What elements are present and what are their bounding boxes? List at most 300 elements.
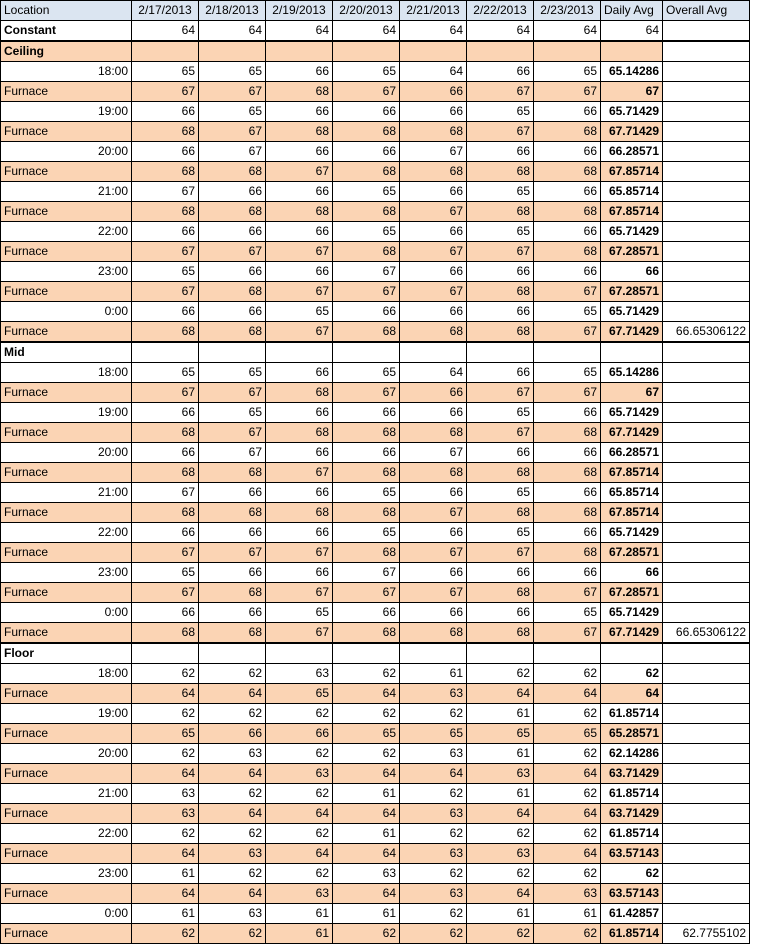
cell[interactable]: 64 (534, 684, 601, 704)
cell[interactable]: 62 (132, 824, 199, 844)
cell[interactable]: 66 (534, 483, 601, 503)
row-label[interactable]: 23:00 (1, 262, 132, 282)
cell[interactable]: 68 (467, 503, 534, 523)
cell[interactable]: 66 (266, 483, 333, 503)
daily-avg-cell[interactable]: 66.28571 (601, 142, 663, 162)
cell[interactable]: 66 (400, 102, 467, 122)
row-label[interactable]: Furnace (1, 463, 132, 483)
column-header[interactable]: 2/19/2013 (266, 1, 333, 21)
cell[interactable]: 66 (266, 62, 333, 82)
cell[interactable] (266, 643, 333, 664)
cell[interactable] (467, 643, 534, 664)
cell[interactable] (333, 342, 400, 363)
cell[interactable]: 67 (132, 583, 199, 603)
cell[interactable]: 66 (467, 443, 534, 463)
cell[interactable]: 65 (333, 182, 400, 202)
cell[interactable]: 64 (467, 21, 534, 42)
overall-avg-cell[interactable] (663, 664, 750, 684)
cell[interactable]: 63 (400, 844, 467, 864)
cell[interactable]: 67 (467, 543, 534, 563)
overall-avg-cell[interactable] (663, 503, 750, 523)
cell[interactable]: 62 (534, 704, 601, 724)
cell[interactable]: 66 (199, 563, 266, 583)
cell[interactable]: 67 (266, 583, 333, 603)
overall-avg-cell[interactable] (663, 363, 750, 383)
cell[interactable]: 63 (467, 844, 534, 864)
cell[interactable]: 68 (333, 423, 400, 443)
row-label[interactable]: 20:00 (1, 443, 132, 463)
cell[interactable]: 64 (333, 884, 400, 904)
cell[interactable]: 64 (400, 363, 467, 383)
cell[interactable]: 66 (400, 182, 467, 202)
cell[interactable]: 66 (266, 724, 333, 744)
daily-avg-cell[interactable]: 67.71429 (601, 322, 663, 343)
cell[interactable]: 67 (534, 383, 601, 403)
cell[interactable]: 66 (199, 523, 266, 543)
overall-avg-cell[interactable] (663, 483, 750, 503)
cell[interactable] (467, 41, 534, 62)
cell[interactable]: 64 (333, 804, 400, 824)
cell[interactable]: 68 (333, 122, 400, 142)
cell[interactable]: 68 (534, 162, 601, 182)
cell[interactable]: 64 (333, 844, 400, 864)
overall-avg-cell[interactable] (663, 704, 750, 724)
cell[interactable]: 67 (333, 262, 400, 282)
cell[interactable]: 68 (534, 122, 601, 142)
cell[interactable]: 61 (132, 904, 199, 924)
cell[interactable]: 66 (400, 262, 467, 282)
cell[interactable]: 62 (266, 824, 333, 844)
cell[interactable]: 65 (467, 222, 534, 242)
cell[interactable] (663, 41, 750, 62)
cell[interactable]: 64 (266, 21, 333, 42)
cell[interactable]: 65 (534, 603, 601, 623)
cell[interactable]: 66 (534, 443, 601, 463)
cell[interactable]: 61 (467, 704, 534, 724)
cell[interactable]: 68 (400, 423, 467, 443)
cell[interactable]: 67 (199, 82, 266, 102)
cell[interactable]: 64 (534, 844, 601, 864)
row-label[interactable]: 21:00 (1, 483, 132, 503)
cell[interactable]: 68 (199, 583, 266, 603)
cell[interactable]: 65 (199, 62, 266, 82)
row-label[interactable]: 21:00 (1, 784, 132, 804)
daily-avg-cell[interactable]: 61.42857 (601, 904, 663, 924)
cell[interactable]: 65 (199, 102, 266, 122)
cell[interactable]: 61 (400, 664, 467, 684)
overall-avg-cell[interactable] (663, 182, 750, 202)
cell[interactable]: 64 (132, 21, 199, 42)
cell[interactable]: 68 (333, 503, 400, 523)
overall-avg-cell[interactable] (663, 904, 750, 924)
cell[interactable]: 68 (266, 503, 333, 523)
cell[interactable]: 63 (400, 804, 467, 824)
cell[interactable]: 64 (132, 884, 199, 904)
cell[interactable]: 62 (199, 924, 266, 944)
cell[interactable]: 62 (266, 784, 333, 804)
cell[interactable]: 68 (132, 623, 199, 644)
row-label[interactable]: 23:00 (1, 563, 132, 583)
cell[interactable] (663, 342, 750, 363)
cell[interactable]: 66 (467, 363, 534, 383)
daily-avg-cell[interactable]: 61.85714 (601, 784, 663, 804)
overall-avg-cell[interactable] (663, 744, 750, 764)
cell[interactable]: 62 (333, 744, 400, 764)
cell[interactable]: 67 (266, 463, 333, 483)
cell[interactable]: 63 (266, 764, 333, 784)
cell[interactable]: 62 (400, 924, 467, 944)
cell[interactable]: 62 (467, 864, 534, 884)
daily-avg-cell[interactable]: 67.85714 (601, 503, 663, 523)
cell[interactable]: 63 (266, 664, 333, 684)
cell[interactable]: 64 (199, 804, 266, 824)
cell[interactable]: 66 (534, 182, 601, 202)
cell[interactable]: 64 (266, 804, 333, 824)
cell[interactable]: 62 (534, 864, 601, 884)
row-label[interactable]: 0:00 (1, 603, 132, 623)
cell[interactable]: 66 (132, 403, 199, 423)
cell[interactable]: 65 (467, 102, 534, 122)
cell[interactable]: 66 (400, 403, 467, 423)
cell[interactable]: 66 (534, 403, 601, 423)
daily-avg-cell[interactable]: 67 (601, 383, 663, 403)
cell[interactable]: 68 (534, 463, 601, 483)
cell[interactable]: 62 (132, 744, 199, 764)
cell[interactable]: 64 (400, 764, 467, 784)
section-label[interactable]: Mid (1, 342, 132, 363)
row-label[interactable]: Furnace (1, 503, 132, 523)
cell[interactable]: 62 (333, 704, 400, 724)
cell[interactable]: 62 (199, 704, 266, 724)
cell[interactable]: 64 (132, 844, 199, 864)
row-label[interactable]: Furnace (1, 82, 132, 102)
cell[interactable]: 67 (333, 82, 400, 102)
daily-avg-cell[interactable]: 62 (601, 664, 663, 684)
cell[interactable] (663, 643, 750, 664)
cell[interactable] (534, 41, 601, 62)
row-label[interactable]: Furnace (1, 884, 132, 904)
cell[interactable]: 62 (199, 664, 266, 684)
row-label[interactable]: Furnace (1, 623, 132, 644)
cell[interactable]: 65 (132, 262, 199, 282)
daily-avg-cell[interactable]: 65.28571 (601, 724, 663, 744)
cell[interactable]: 65 (534, 724, 601, 744)
cell[interactable]: 66 (333, 142, 400, 162)
cell[interactable]: 62 (534, 824, 601, 844)
cell[interactable]: 68 (199, 202, 266, 222)
cell[interactable]: 62 (467, 664, 534, 684)
row-label[interactable]: 22:00 (1, 824, 132, 844)
cell[interactable]: 68 (333, 623, 400, 644)
cell[interactable]: 65 (467, 724, 534, 744)
cell[interactable]: 68 (400, 322, 467, 343)
daily-avg-cell[interactable]: 65.71429 (601, 403, 663, 423)
cell[interactable]: 68 (400, 122, 467, 142)
cell[interactable]: 66 (266, 142, 333, 162)
daily-avg-cell[interactable]: 65.14286 (601, 62, 663, 82)
cell[interactable]: 64 (132, 764, 199, 784)
cell[interactable]: 68 (199, 503, 266, 523)
cell[interactable]: 66 (199, 182, 266, 202)
cell[interactable]: 64 (534, 804, 601, 824)
cell[interactable]: 67 (266, 543, 333, 563)
overall-avg-cell[interactable] (663, 102, 750, 122)
cell[interactable]: 66 (266, 363, 333, 383)
cell[interactable]: 66 (199, 222, 266, 242)
row-label[interactable]: 0:00 (1, 904, 132, 924)
daily-avg-cell[interactable]: 66.28571 (601, 443, 663, 463)
cell[interactable]: 66 (132, 142, 199, 162)
overall-avg-cell[interactable] (663, 262, 750, 282)
row-label[interactable]: 22:00 (1, 523, 132, 543)
row-label[interactable]: Furnace (1, 543, 132, 563)
cell[interactable]: 66 (400, 222, 467, 242)
column-header[interactable]: Location (1, 1, 132, 21)
cell[interactable]: 65 (132, 724, 199, 744)
cell[interactable]: 67 (467, 423, 534, 443)
cell[interactable]: 66 (199, 483, 266, 503)
cell[interactable]: 68 (266, 122, 333, 142)
row-label[interactable]: Furnace (1, 924, 132, 944)
cell[interactable]: 63 (199, 844, 266, 864)
cell[interactable]: 67 (534, 322, 601, 343)
cell[interactable]: 64 (400, 21, 467, 42)
cell[interactable]: 66 (199, 302, 266, 322)
cell[interactable]: 62 (534, 784, 601, 804)
daily-avg-cell[interactable]: 62 (601, 864, 663, 884)
cell[interactable] (601, 643, 663, 664)
row-label[interactable]: Furnace (1, 122, 132, 142)
daily-avg-cell[interactable]: 67.85714 (601, 162, 663, 182)
cell[interactable]: 61 (467, 904, 534, 924)
daily-avg-cell[interactable]: 67.28571 (601, 543, 663, 563)
cell[interactable]: 67 (132, 182, 199, 202)
overall-avg-cell[interactable]: 66.65306122 (663, 322, 750, 343)
cell[interactable]: 61 (534, 904, 601, 924)
cell[interactable]: 63 (199, 904, 266, 924)
row-label[interactable]: Furnace (1, 583, 132, 603)
cell[interactable]: 68 (266, 423, 333, 443)
cell[interactable]: 68 (467, 162, 534, 182)
overall-avg-cell[interactable] (663, 162, 750, 182)
cell[interactable]: 67 (199, 383, 266, 403)
cell[interactable]: 68 (400, 162, 467, 182)
cell[interactable]: 67 (266, 282, 333, 302)
cell[interactable]: 64 (601, 21, 663, 42)
cell[interactable]: 67 (266, 623, 333, 644)
cell[interactable]: 68 (534, 543, 601, 563)
overall-avg-cell[interactable] (663, 403, 750, 423)
cell[interactable]: 66 (467, 563, 534, 583)
cell[interactable]: 65 (467, 403, 534, 423)
cell[interactable]: 66 (534, 222, 601, 242)
cell[interactable]: 65 (132, 62, 199, 82)
cell[interactable]: 66 (534, 523, 601, 543)
daily-avg-cell[interactable]: 67.71429 (601, 623, 663, 644)
cell[interactable]: 63 (199, 744, 266, 764)
cell[interactable]: 68 (132, 162, 199, 182)
cell[interactable]: 65 (534, 302, 601, 322)
row-label[interactable]: Furnace (1, 202, 132, 222)
daily-avg-cell[interactable]: 64 (601, 684, 663, 704)
cell[interactable]: 66 (266, 563, 333, 583)
overall-avg-cell[interactable] (663, 62, 750, 82)
cell[interactable]: 61 (467, 784, 534, 804)
cell[interactable]: 65 (333, 724, 400, 744)
cell[interactable]: 67 (333, 383, 400, 403)
cell[interactable]: 66 (400, 523, 467, 543)
cell[interactable] (663, 21, 750, 42)
overall-avg-cell[interactable] (663, 603, 750, 623)
cell[interactable]: 67 (199, 423, 266, 443)
daily-avg-cell[interactable]: 65.71429 (601, 603, 663, 623)
cell[interactable]: 68 (199, 282, 266, 302)
daily-avg-cell[interactable]: 63.71429 (601, 764, 663, 784)
cell[interactable]: 62 (132, 924, 199, 944)
overall-avg-cell[interactable] (663, 884, 750, 904)
cell[interactable]: 68 (534, 202, 601, 222)
overall-avg-cell[interactable]: 62.7755102 (663, 924, 750, 944)
cell[interactable]: 67 (199, 543, 266, 563)
cell[interactable]: 66 (199, 603, 266, 623)
cell[interactable]: 68 (199, 463, 266, 483)
row-label[interactable]: Furnace (1, 804, 132, 824)
row-label[interactable]: 21:00 (1, 182, 132, 202)
cell[interactable]: 68 (132, 503, 199, 523)
cell[interactable]: 62 (400, 864, 467, 884)
cell[interactable]: 63 (266, 884, 333, 904)
cell[interactable]: 65 (333, 62, 400, 82)
overall-avg-cell[interactable] (663, 222, 750, 242)
daily-avg-cell[interactable]: 63.71429 (601, 804, 663, 824)
cell[interactable]: 61 (333, 824, 400, 844)
cell[interactable]: 62 (333, 664, 400, 684)
cell[interactable]: 67 (333, 563, 400, 583)
cell[interactable]: 67 (467, 82, 534, 102)
cell[interactable]: 66 (333, 603, 400, 623)
cell[interactable]: 68 (199, 162, 266, 182)
cell[interactable]: 67 (534, 282, 601, 302)
cell[interactable]: 66 (266, 222, 333, 242)
cell[interactable] (266, 41, 333, 62)
cell[interactable]: 66 (266, 182, 333, 202)
cell[interactable]: 67 (400, 142, 467, 162)
cell[interactable]: 62 (534, 744, 601, 764)
cell[interactable]: 65 (333, 523, 400, 543)
cell[interactable]: 67 (534, 82, 601, 102)
cell[interactable]: 67 (467, 122, 534, 142)
cell[interactable]: 66 (333, 403, 400, 423)
row-label[interactable]: Furnace (1, 684, 132, 704)
section-label[interactable]: Ceiling (1, 41, 132, 62)
cell[interactable]: 61 (132, 864, 199, 884)
cell[interactable]: 64 (199, 684, 266, 704)
cell[interactable] (400, 342, 467, 363)
daily-avg-cell[interactable]: 66 (601, 563, 663, 583)
daily-avg-cell[interactable]: 65.85714 (601, 182, 663, 202)
daily-avg-cell[interactable]: 61.85714 (601, 704, 663, 724)
cell[interactable]: 62 (132, 704, 199, 724)
row-label[interactable]: Furnace (1, 282, 132, 302)
cell[interactable]: 68 (333, 463, 400, 483)
row-label[interactable]: 19:00 (1, 403, 132, 423)
overall-avg-cell[interactable] (663, 764, 750, 784)
row-label[interactable]: Furnace (1, 383, 132, 403)
cell[interactable]: 67 (199, 122, 266, 142)
cell[interactable]: 64 (333, 684, 400, 704)
cell[interactable]: 62 (400, 824, 467, 844)
cell[interactable] (534, 643, 601, 664)
overall-avg-cell[interactable] (663, 282, 750, 302)
cell[interactable]: 66 (132, 443, 199, 463)
cell[interactable]: 66 (266, 403, 333, 423)
row-label[interactable]: Furnace (1, 423, 132, 443)
cell[interactable]: 66 (132, 603, 199, 623)
overall-avg-cell[interactable] (663, 583, 750, 603)
overall-avg-cell[interactable] (663, 684, 750, 704)
daily-avg-cell[interactable]: 61.85714 (601, 924, 663, 944)
row-label[interactable]: 18:00 (1, 62, 132, 82)
cell[interactable]: 65 (266, 603, 333, 623)
cell[interactable]: 66 (132, 222, 199, 242)
cell[interactable]: 67 (400, 503, 467, 523)
cell[interactable]: 62 (333, 924, 400, 944)
row-label[interactable]: Furnace (1, 724, 132, 744)
row-label[interactable]: 19:00 (1, 102, 132, 122)
cell[interactable] (333, 41, 400, 62)
cell[interactable]: 62 (400, 704, 467, 724)
cell[interactable]: 67 (266, 162, 333, 182)
row-label[interactable]: 19:00 (1, 704, 132, 724)
cell[interactable]: 63 (400, 684, 467, 704)
daily-avg-cell[interactable]: 65.14286 (601, 363, 663, 383)
cell[interactable] (199, 342, 266, 363)
column-header[interactable]: 2/17/2013 (132, 1, 199, 21)
cell[interactable]: 66 (534, 102, 601, 122)
row-label[interactable]: Furnace (1, 322, 132, 343)
cell[interactable]: 62 (266, 744, 333, 764)
cell[interactable] (333, 643, 400, 664)
cell[interactable]: 68 (266, 202, 333, 222)
cell[interactable]: 67 (400, 202, 467, 222)
cell[interactable]: 68 (467, 583, 534, 603)
daily-avg-cell[interactable]: 67.85714 (601, 463, 663, 483)
cell[interactable]: 68 (333, 322, 400, 343)
cell[interactable]: 61 (266, 924, 333, 944)
cell[interactable]: 63 (132, 804, 199, 824)
row-label[interactable]: 18:00 (1, 664, 132, 684)
cell[interactable] (199, 643, 266, 664)
overall-avg-cell[interactable] (663, 142, 750, 162)
row-label[interactable]: 18:00 (1, 363, 132, 383)
cell[interactable]: 68 (333, 543, 400, 563)
section-label[interactable]: Floor (1, 643, 132, 664)
cell[interactable]: 63 (400, 884, 467, 904)
overall-avg-cell[interactable] (663, 543, 750, 563)
cell[interactable]: 67 (132, 483, 199, 503)
cell[interactable]: 61 (333, 784, 400, 804)
daily-avg-cell[interactable]: 63.57143 (601, 844, 663, 864)
cell[interactable]: 65 (199, 403, 266, 423)
row-label[interactable]: Furnace (1, 844, 132, 864)
overall-avg-cell[interactable] (663, 423, 750, 443)
cell[interactable] (266, 342, 333, 363)
overall-avg-cell[interactable] (663, 302, 750, 322)
row-label[interactable]: 20:00 (1, 142, 132, 162)
cell[interactable]: 66 (266, 262, 333, 282)
cell[interactable]: 65 (199, 363, 266, 383)
cell[interactable]: 68 (467, 282, 534, 302)
